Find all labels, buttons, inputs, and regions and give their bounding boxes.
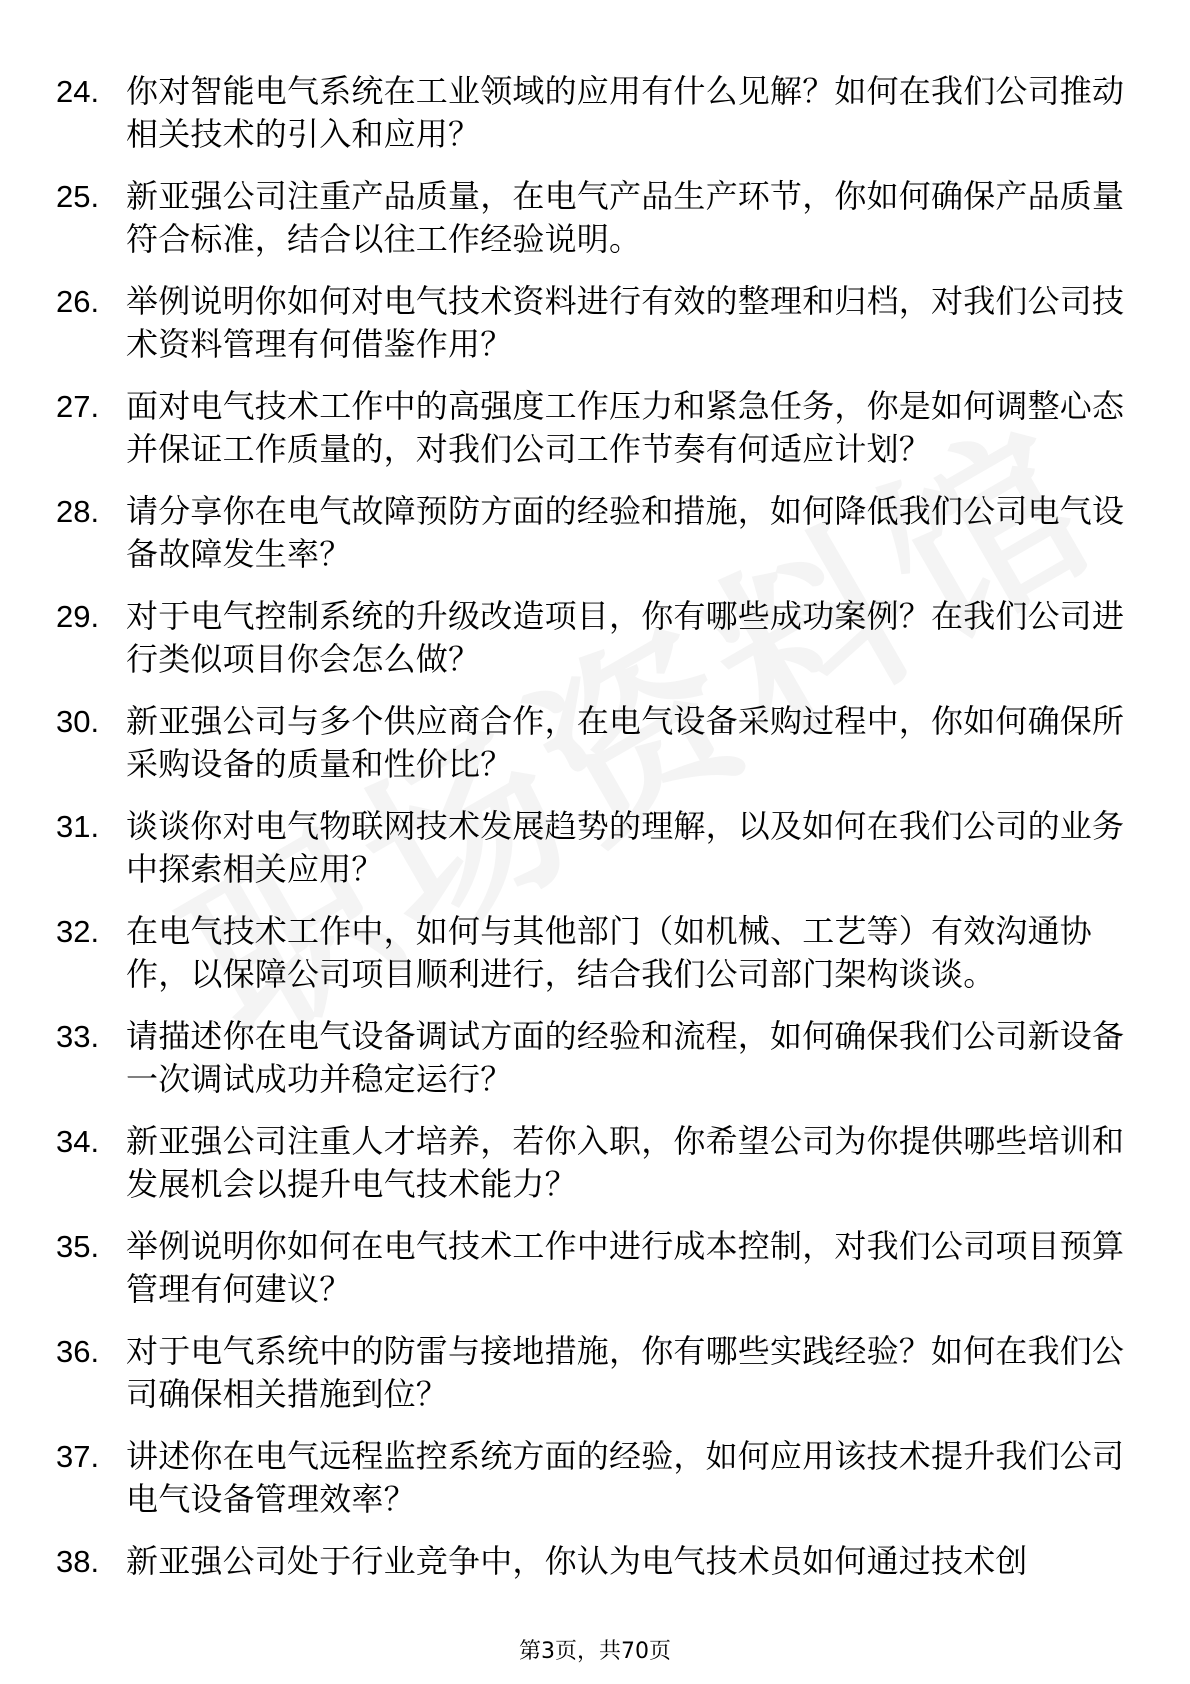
question-number: 38. bbox=[56, 1544, 100, 1579]
question-number: 33. bbox=[56, 1019, 100, 1054]
question-text: 你对智能电气系统在工业领域的应用有什么见解？如何在我们公司推动相关技术的引入和应用？ bbox=[126, 72, 1125, 153]
question-text: 面对电气技术工作中的高强度工作压力和紧急任务，你是如何调整心态并保证工作质量的，对我们公司工作节奏有何适应计划？ bbox=[126, 387, 1125, 468]
list-item bbox=[56, 1435, 1136, 1521]
list-item bbox=[56, 385, 1136, 471]
list-item bbox=[56, 700, 1136, 786]
question-text: 举例说明你如何对电气技术资料进行有效的整理和归档，对我们公司技术资料管理有何借鉴作用？ bbox=[126, 282, 1125, 363]
question-number: 24. bbox=[56, 74, 100, 109]
question-text: 讲述你在电气远程监控系统方面的经验，如何应用该技术提升我们公司电气设备管理效率？ bbox=[126, 1437, 1125, 1518]
question-text: 新亚强公司处于行业竞争中，你认为电气技术员如何通过技术创 bbox=[126, 1542, 1028, 1580]
question-text: 新亚强公司与多个供应商合作，在电气设备采购过程中，你如何确保所采购设备的质量和性价比？ bbox=[126, 702, 1125, 783]
question-number: 36. bbox=[56, 1334, 100, 1369]
question-number: 32. bbox=[56, 914, 100, 949]
list-item bbox=[56, 490, 1136, 576]
question-list bbox=[56, 70, 1136, 1602]
list-item bbox=[56, 805, 1136, 891]
list-item bbox=[56, 1015, 1136, 1101]
question-number: 25. bbox=[56, 179, 100, 214]
question-text: 对于电气控制系统的升级改造项目，你有哪些成功案例？在我们公司进行类似项目你会怎么做？ bbox=[126, 597, 1125, 678]
question-text: 新亚强公司注重产品质量，在电气产品生产环节，你如何确保产品质量符合标准，结合以往工作经验说明。 bbox=[126, 177, 1125, 258]
question-number: 31. bbox=[56, 809, 100, 844]
question-number: 27. bbox=[56, 389, 100, 424]
question-number: 35. bbox=[56, 1229, 100, 1264]
question-number: 37. bbox=[56, 1439, 100, 1474]
list-item bbox=[56, 175, 1136, 261]
question-text: 举例说明你如何在电气技术工作中进行成本控制，对我们公司项目预算管理有何建议？ bbox=[126, 1227, 1125, 1308]
question-number: 26. bbox=[56, 284, 100, 319]
question-text: 谈谈你对电气物联网技术发展趋势的理解，以及如何在我们公司的业务中探索相关应用？ bbox=[126, 807, 1125, 888]
list-item bbox=[56, 595, 1136, 681]
list-item bbox=[56, 1330, 1136, 1416]
list-item bbox=[56, 280, 1136, 366]
list-item bbox=[56, 70, 1136, 156]
page-number: 第3页，共70页 bbox=[519, 1639, 671, 1664]
question-text: 请分享你在电气故障预防方面的经验和措施，如何降低我们公司电气设备故障发生率？ bbox=[126, 492, 1125, 573]
question-number: 30. bbox=[56, 704, 100, 739]
question-number: 28. bbox=[56, 494, 100, 529]
question-number: 34. bbox=[56, 1124, 100, 1159]
question-text: 在电气技术工作中，如何与其他部门（如机械、工艺等）有效沟通协作，以保障公司项目顺利进行，结合我们公司部门架构谈谈。 bbox=[126, 912, 1093, 993]
list-item bbox=[56, 1120, 1136, 1206]
question-text: 请描述你在电气设备调试方面的经验和流程，如何确保我们公司新设备一次调试成功并稳定运行？ bbox=[126, 1017, 1125, 1098]
question-text: 新亚强公司注重人才培养，若你入职，你希望公司为你提供哪些培训和发展机会以提升电气技术能力？ bbox=[126, 1122, 1125, 1203]
list-item bbox=[56, 910, 1136, 996]
question-text: 对于电气系统中的防雷与接地措施，你有哪些实践经验？如何在我们公司确保相关措施到位？ bbox=[126, 1332, 1125, 1413]
question-number: 29. bbox=[56, 599, 100, 634]
list-item bbox=[56, 1225, 1136, 1311]
list-item bbox=[56, 1540, 1136, 1583]
